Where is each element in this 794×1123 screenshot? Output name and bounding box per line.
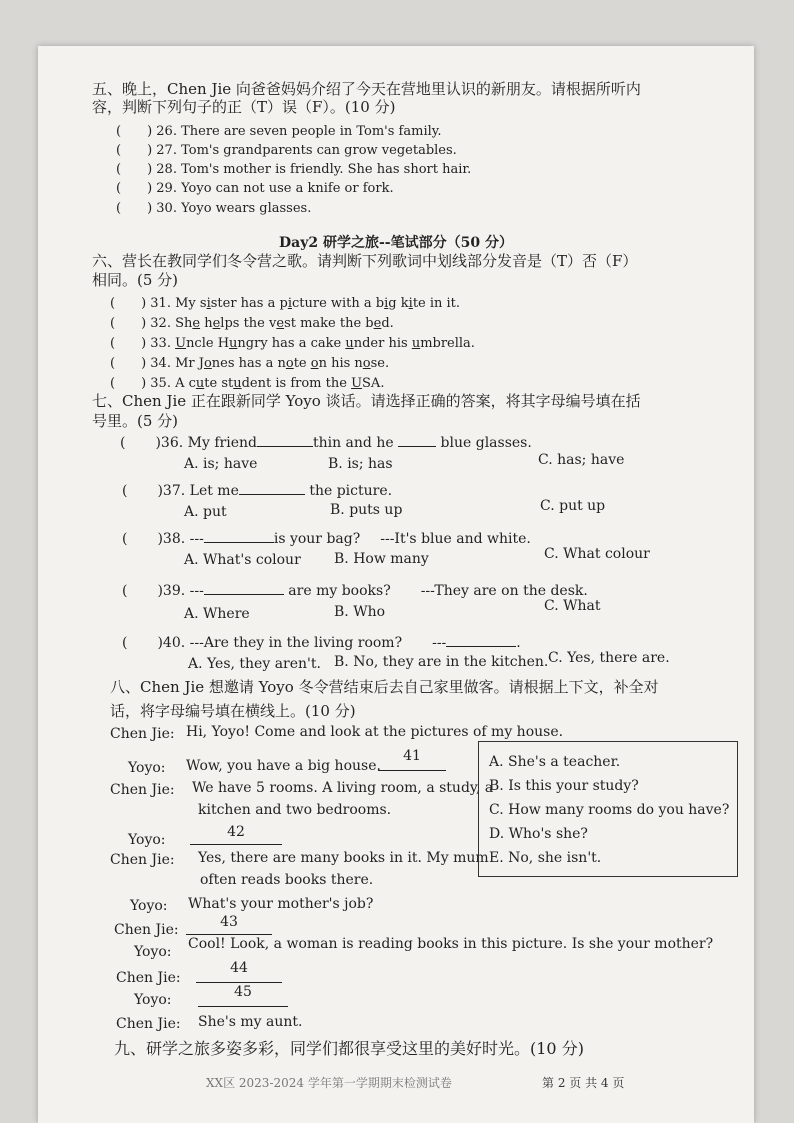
q38-option-b: B. How many	[334, 551, 429, 567]
q40-option-c: C. Yes, there are.	[548, 650, 670, 666]
section-8-instruction-2: 话，将字母编号填在横线上。(10 分)	[110, 702, 356, 720]
option-a: A. She's a teacher.	[489, 754, 621, 770]
q36-option-a: A. is; have	[184, 456, 258, 472]
dialog-line: We have 5 rooms. A living room, a study, a	[192, 780, 494, 796]
dialog-speaker: Yoyo:	[128, 832, 166, 848]
blank-41[interactable]: 41	[378, 748, 446, 771]
question-27: ( ) 27. Tom's grandparents can grow vegetables.	[116, 143, 457, 158]
blank-43[interactable]: 43	[186, 914, 272, 935]
question-33: ( ) 33. Uncle Hungry has a cake under his umbrella.	[110, 336, 475, 351]
section-6-instruction: 六、营长在教同学们冬令营之歌。请判断下列歌词中划线部分发音是（T）否（F）	[92, 252, 638, 270]
option-b: B. Is this your study?	[489, 778, 639, 794]
q37-option-b: B. puts up	[330, 502, 403, 518]
dialog-speaker: Chen Jie:	[110, 782, 175, 798]
question-28: ( ) 28. Tom's mother is friendly. She has short hair.	[116, 162, 472, 177]
dialog-speaker: Yoyo:	[134, 992, 172, 1008]
question-38: ( )38. --- is your bag? ---It's blue and white.	[122, 531, 531, 547]
question-37: ( )37. Let me the picture.	[122, 483, 393, 499]
question-26: ( ) 26. There are seven people in Tom's family.	[116, 124, 442, 139]
question-39: ( )39. --- are my books? ---They are on the desk.	[122, 583, 588, 599]
option-c: C. How many rooms do you have?	[489, 802, 730, 818]
dialog-speaker: Chen Jie:	[114, 922, 179, 938]
dialog-speaker: Chen Jie:	[110, 852, 175, 868]
dialog-speaker: Yoyo:	[128, 760, 166, 776]
question-35: ( ) 35. A cute student is from the USA.	[110, 376, 385, 391]
q40-option-a: A. Yes, they aren't.	[188, 656, 321, 672]
question-31: ( ) 31. My sister has a picture with a big kite in it.	[110, 296, 461, 311]
q39-option-a: A. Where	[184, 606, 250, 622]
dialog-line: Cool! Look, a woman is reading books in this picture. Is she your mother?	[188, 936, 714, 952]
q38-option-a: A. What's colour	[184, 552, 301, 568]
q37-option-c: C. put up	[540, 498, 606, 514]
option-e: E. No, she isn't.	[489, 850, 602, 866]
q40-option-b: B. No, they are in the kitchen.	[334, 654, 549, 670]
question-32: ( ) 32. She helps the vest make the bed.	[110, 316, 394, 331]
q38-option-c: C. What colour	[544, 546, 650, 562]
dialog-speaker: Chen Jie:	[110, 726, 175, 742]
answer-options-box	[478, 741, 738, 877]
dialog-speaker: Chen Jie:	[116, 970, 181, 986]
dialog-speaker: Chen Jie:	[116, 1016, 181, 1032]
q39-option-b: B. Who	[334, 604, 386, 620]
question-30: ( ) 30. Yoyo wears glasses.	[116, 201, 312, 216]
section-6-instruction-2: 相同。(5 分)	[92, 271, 179, 289]
blank-45[interactable]: 45	[198, 984, 288, 1007]
question-36: ( )36. My friend thin and he blue glasses.	[120, 435, 532, 451]
dialog-line: What's your mother's job?	[188, 896, 374, 912]
dialog-line: kitchen and two bedrooms.	[198, 802, 392, 818]
q36-option-c: C. has; have	[538, 452, 625, 468]
dialog-speaker: Yoyo:	[134, 944, 172, 960]
q39-option-c: C. What	[544, 598, 601, 614]
dialog-line: Hi, Yoyo! Come and look at the pictures of my house.	[186, 724, 564, 740]
dialog-line: often reads books there.	[200, 872, 374, 888]
option-d: D. Who's she?	[489, 826, 588, 842]
footer-exam-name: ⅩⅩ区 2023-2024 学年第一学期期末检测试卷	[206, 1076, 452, 1090]
day2-title: Day2 研学之旅--笔试部分（50 分）	[279, 235, 513, 251]
exam-page	[38, 46, 754, 1123]
section-8-instruction: 八、Chen Jie 想邀请 Yoyo 冬令营结束后去自己家里做客。请根据上下文，补全对	[110, 678, 659, 696]
section-9-instruction: 九、研学之旅多姿多彩，同学们都很享受这里的美好时光。(10 分)	[114, 1039, 584, 1058]
dialog-speaker: Yoyo:	[130, 898, 168, 914]
dialog-line: Wow, you have a big house.	[186, 758, 381, 774]
question-34: ( ) 34. Mr Jones has a note on his nose.	[110, 356, 390, 371]
question-40: ( )40. ---Are they in the living room? --- .	[122, 635, 521, 651]
footer-page-number: 第 2 页 共 4 页	[542, 1076, 625, 1090]
blank-44[interactable]: 44	[196, 960, 282, 983]
question-29: ( ) 29. Yoyo can not use a knife or fork.	[116, 181, 394, 196]
section-5-instruction-2: 容，判断下列句子的正（T）误（F）。(10 分)	[92, 98, 396, 116]
dialog-line: Yes, there are many books in it. My mum	[198, 850, 489, 866]
section-7-instruction: 七、Chen Jie 正在跟新同学 Yoyo 谈话。请选择正确的答案，将其字母编号填在括	[92, 392, 641, 410]
q37-option-a: A. put	[184, 504, 227, 520]
section-5-instruction: 五、晚上，Chen Jie 向爸爸妈妈介绍了今天在营地里认识的新朋友。请根据所听内	[92, 80, 641, 98]
blank-42[interactable]: 42	[190, 824, 282, 845]
dialog-line: She's my aunt.	[198, 1014, 303, 1030]
section-7-instruction-2: 号里。(5 分)	[92, 412, 179, 430]
q36-option-b: B. is; has	[328, 456, 393, 472]
